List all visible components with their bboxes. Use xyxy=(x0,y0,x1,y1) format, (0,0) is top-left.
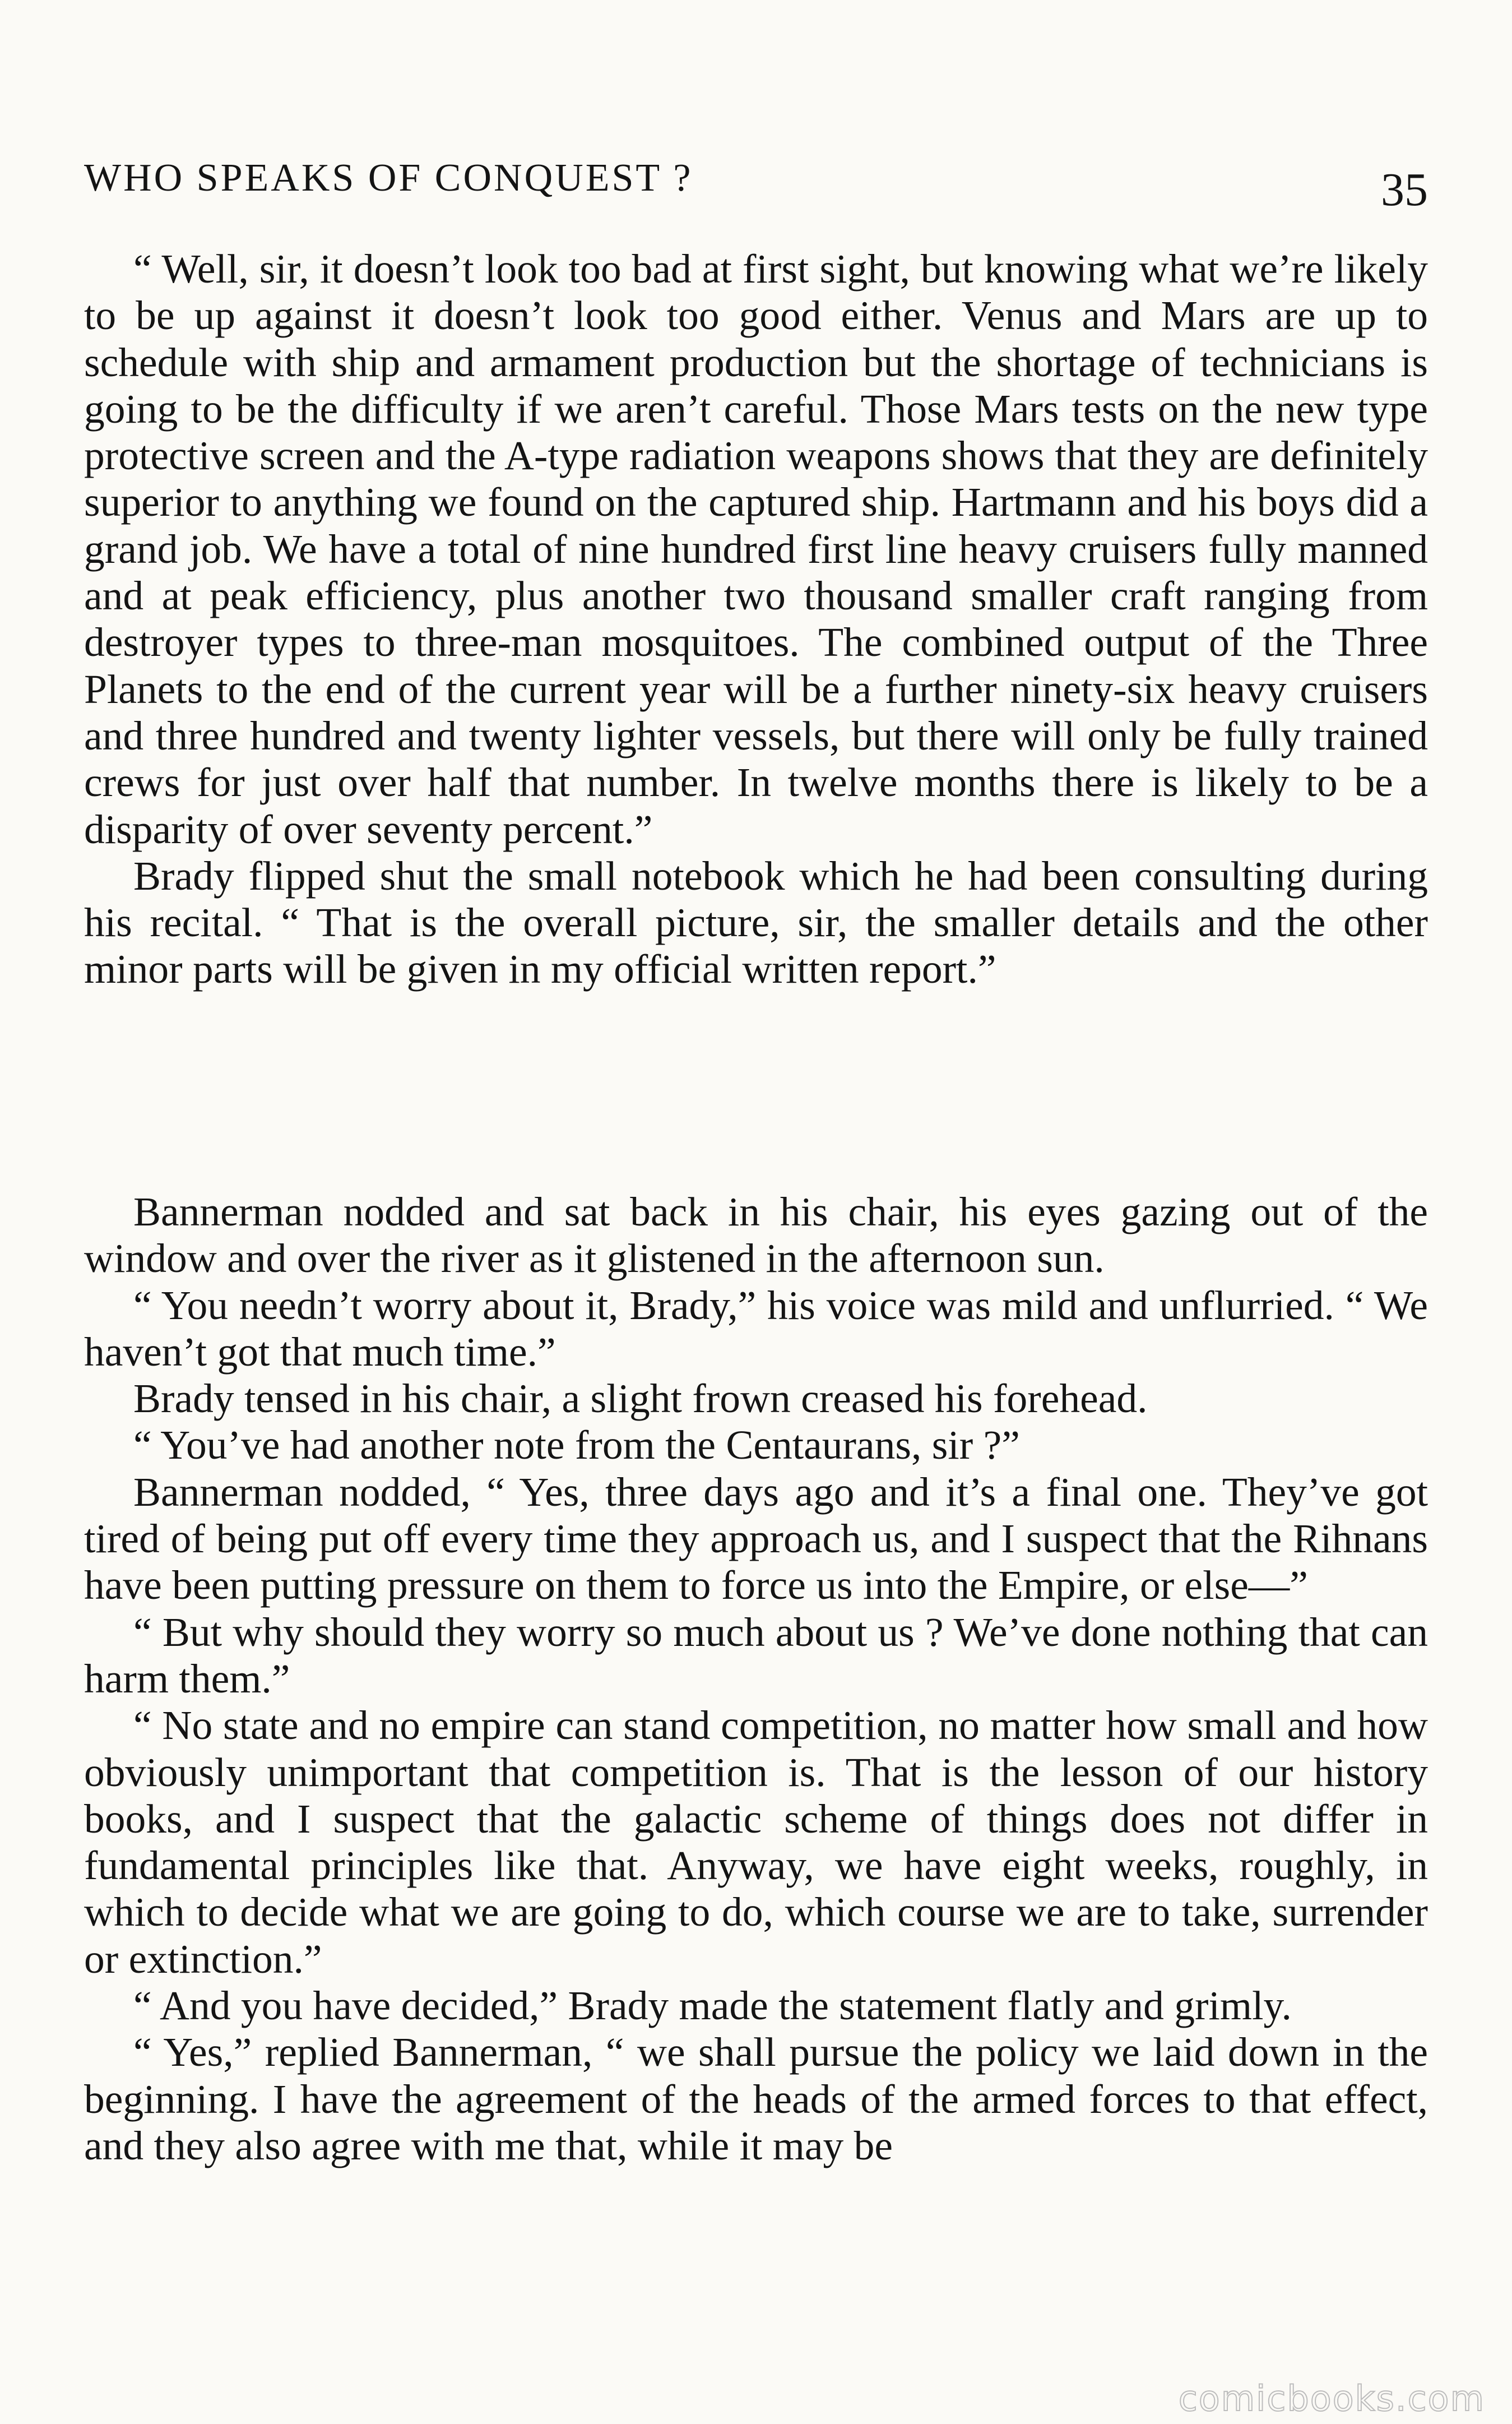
running-head xyxy=(84,151,1428,216)
paragraph: Bannerman nodded and sat back in his chair, his eyes gazing out of the window and over the river as it glistened in the afternoon sun. xyxy=(84,1189,1428,1282)
text-block-lower xyxy=(84,1188,1428,2169)
paragraph: Brady flipped shut the small notebook which he had been consulting during his recital. “ That is the overall picture, sir, the smaller details and the other minor parts will be given in my official written report.” xyxy=(84,853,1428,992)
page-number: 35 xyxy=(1381,164,1428,216)
paragraph: Brady tensed in his chair, a slight frown creased his forehead. xyxy=(133,1376,1148,1422)
chapter-title: WHO SPEAKS OF CONQUEST ? xyxy=(84,156,693,200)
paragraph: “ No state and no empire can stand competition, no matter how small and how obviously unimportant that competition is. That is the lesson of our history books, and I suspect that the galactic scheme of things does not differ in fundamental principles like that. Anyway, we have eight weeks, roughly, in which to decide what we are going to do, which course we are to take, surrender or extinction.” xyxy=(84,1703,1428,1982)
paragraph: Bannerman nodded, “ Yes, three days ago and it’s a final one. They’ve got tired of being put off every time they approach us, and I suspect that the Rihnans have been putting pressure on them to force us into the Empire, or else—” xyxy=(84,1469,1428,1608)
paragraph: “ Yes,” replied Bannerman, “ we shall pursue the policy we laid down in the beginning. I have the agreement of the heads of the armed forces to that effect, and they also agree with me that, while it may be xyxy=(84,2029,1428,2168)
paragraph: “ You needn’t worry about it, Brady,” his voice was mild and unflurried. “ We haven’t got that much time.” xyxy=(84,1282,1428,1375)
paragraph: “ You’ve had another note from the Centaurans, sir ?” xyxy=(133,1422,1020,1468)
paragraph: “ And you have decided,” Brady made the statement flatly and grimly. xyxy=(133,1983,1292,2029)
text-block-upper xyxy=(84,246,1428,993)
paragraph: “ But why should they worry so much about us ? We’ve done nothing that can harm them.” xyxy=(84,1609,1428,1701)
source-watermark: comicbooks.com xyxy=(1178,2378,1485,2419)
paragraph: “ Well, sir, it doesn’t look too bad at first sight, but knowing what we’re likely to be up against it doesn’t look too good either. Venus and Mars are up to schedule with ship and armament production but the shortage of technicians is going to be the difficulty if we aren’t careful. Those Mars tests on the new type protective screen and the A-type radiation weapons shows that they are definitely superior to anything we found on the captured ship. Hartmann and his boys did a grand job. We have a total of nine hundred first line heavy cruisers fully manned and at peak efficiency, plus another two thousand smaller craft ranging from destroyer types to three-man mosquitoes. The combined output of the Three Planets to the end of the current year will be a further ninety-six heavy cruisers and three hundred and twenty lighter vessels, but there will only be fully trained crews for just over half that number. In twelve months there is likely to be a disparity of over seventy percent.” xyxy=(84,246,1428,852)
